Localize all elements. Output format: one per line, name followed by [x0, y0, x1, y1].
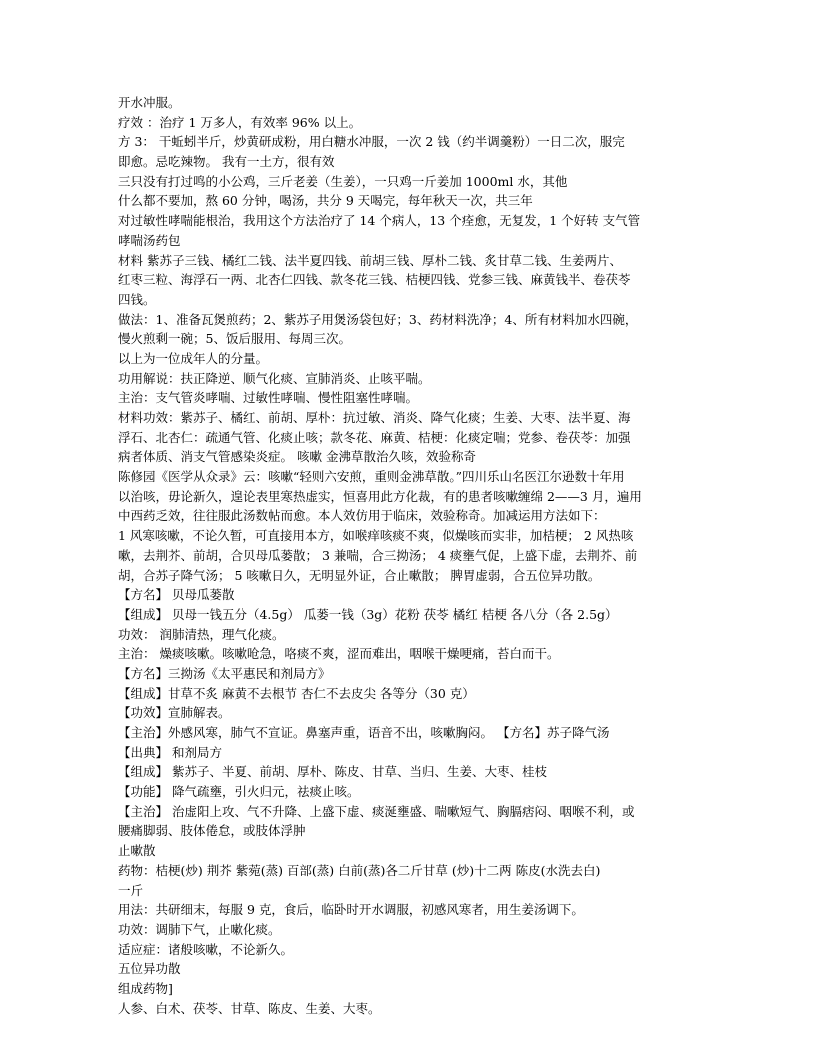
text-line: 【方名】三拗汤《太平惠民和剂局方》 — [118, 665, 331, 681]
text-line: 疗效 ：治疗 1 万多人，有效率 96% 以上。 — [118, 114, 362, 130]
text-line: 慢火煎剩一碗；5、饭后服用、每周三次。 — [118, 331, 351, 347]
text-line: 红枣三粒、海浮石一两、北杏仁四钱、款冬花三钱、桔梗四钱、党参三钱、麻黄钱半、卷茯苓 — [118, 272, 631, 288]
text-line: 以上为一位成年人的分量。 — [118, 350, 269, 366]
text-line: 以治咳，毋论新久，遑论表里寒热虚实，恒喜用此方化裁，有的患者咳嗽缠绵 2——3 月，遍用 — [118, 488, 642, 504]
text-line: 方 3： 干蚯蚓半斤，炒黄研成粉，用白糖水冲服，一次 2 钱（约半调羹粉）一日二次，服完 — [118, 134, 625, 150]
text-line: 功用解说：扶正降逆、顺气化痰、宣肺消炎、止咳平喘。 — [118, 370, 431, 386]
text-line: 中西药乏效，往往服此汤数帖而愈。本人效仿用于临床，效验称奇。加减运用方法如下： — [118, 508, 606, 524]
text-line: 药物：桔梗(炒) 荆芥 紫菀(蒸) 百部(蒸) 白前(蒸)各二斤甘草 (炒)十二两 陈皮(水洗去白) — [118, 862, 601, 878]
text-line: 胡，合苏子降气汤； 5 咳嗽日久，无明显外证，合止嗽散； 脾胃虚弱，合五位异功散。 — [118, 567, 601, 583]
text-line: 适应症：诸般咳嗽，不论新久。 — [118, 941, 294, 957]
text-line: 做法：1、准备瓦煲煎药；2、紫苏子用煲汤袋包好；3、药材料洗净；4、所有材料加水四碗， — [118, 311, 638, 327]
text-line: 人参、白术、茯苓、甘草、陈皮、生姜、大枣。 — [118, 1000, 381, 1016]
text-line: 腰痛脚弱、肢体倦怠，或肢体浮肿 — [118, 823, 306, 839]
text-line: 病者体质、消支气管感染炎症。 咳嗽 金沸草散治久咳，效验称奇 — [118, 449, 476, 465]
text-line: 【主治】 治虚阳上攻、气不升降、上盛下虚、痰涎壅盛、喘嗽短气、胸膈痞闷、咽喉不利，或 — [118, 803, 635, 819]
text-line: 陈修园《医学从众录》云：咳嗽“轻则六安煎，重则金沸草散。”四川乐山名医江尔逊数十年用 — [118, 469, 625, 485]
text-line: 【出典】 和剂局方 — [118, 744, 222, 760]
text-line: 四钱。 — [118, 291, 156, 307]
text-line: 即愈。忌吃辣物。 我有一土方，很有效 — [118, 154, 335, 170]
text-line: 三只没有打过鸣的小公鸡，三斤老姜（生姜），一只鸡一斤姜加 1000ml 水，其他 — [118, 173, 568, 189]
text-line: 止嗽散 — [118, 843, 156, 859]
text-line: 开水冲服。 — [118, 95, 181, 110]
text-line: 材料 紫苏子三钱、橘红二钱、法半夏四钱、前胡三钱、厚朴二钱、炙甘草二钱、生姜两片、 — [118, 252, 622, 268]
text-line: 什么都不要加，熬 60 分钟，喝汤，共分 9 天喝完，每年秋天一次，共三年 — [118, 193, 533, 209]
text-line: 主治：支气管炎哮喘、过敏性哮喘、慢性阻塞性哮喘。 — [118, 390, 419, 406]
text-line: 功效： 润肺清热，理气化痰。 — [118, 626, 285, 642]
text-line: 【组成】甘草不炙 麻黄不去根节 杏仁不去皮尖 各等分（30 克） — [118, 685, 475, 701]
text-line: 【组成】 紫苏子、半夏、前胡、厚朴、陈皮、甘草、当归、生姜、大枣、桂枝 — [118, 764, 547, 780]
text-line: 浮石、北杏仁：疏通气管、化痰止咳；款冬花、麻黄、桔梗：化痰定喘；党参、卷茯苓：加强 — [118, 429, 631, 445]
text-line: 主治： 燥痰咳嗽。咳嗽呛急，咯痰不爽，涩而难出，咽喉干燥哽痛，苔白而干。 — [118, 646, 560, 662]
text-line: 一斤 — [118, 882, 144, 898]
text-line: 用法：共研细末，每服 9 克，食后，临卧时开水调服，初感风寒者，用生姜汤调下。 — [118, 902, 584, 918]
text-line: 【组成】 贝母一钱五分（4.5g） 瓜蒌一钱（3g）花粉 茯苓 橘红 桔梗 各八分（各 2.5g） — [118, 606, 618, 622]
text-line: 材料功效：紫苏子、橘红、前胡、厚朴：抗过敏、消炎、降气化痰；生姜、大枣、法半夏、海 — [118, 410, 631, 425]
text-line: 【功效】宣肺解表。 — [118, 705, 231, 721]
text-line: 1 风寒咳嗽，不论久暂，可直接用本方，如喉痒咳痰不爽，似燥咳而实非，加桔梗； 2 风热咳 — [118, 528, 634, 544]
text-line: 功效：调肺下气，止嗽化痰。 — [118, 921, 281, 937]
text-line: 【功能】 降气疏壅，引火归元，祛痰止咳。 — [118, 784, 360, 800]
text-line: 组成药物] — [118, 980, 173, 996]
text-line: 嗽，去荆芥、前胡，合贝母瓜蒌散； 3 兼喘，合三拗汤； 4 痰壅气促，上盛下虚，去荆芥、前 — [118, 547, 638, 563]
text-line: 【主治】外感风寒，肺气不宣证。鼻塞声重，语音不出，咳嗽胸闷。 【方名】苏子降气汤 — [118, 725, 610, 740]
document-body — [118, 93, 708, 1018]
text-line: 哮喘汤药包 — [118, 232, 181, 248]
text-line: 对过敏性哮喘能根治，我用这个方法治疗了 14 个病人，13 个痊愈，无复发，1 个好转 支气管 — [118, 213, 641, 229]
text-line: 五位异功散 — [118, 961, 181, 977]
text-line: 【方名】 贝母瓜蒌散 — [118, 587, 235, 603]
